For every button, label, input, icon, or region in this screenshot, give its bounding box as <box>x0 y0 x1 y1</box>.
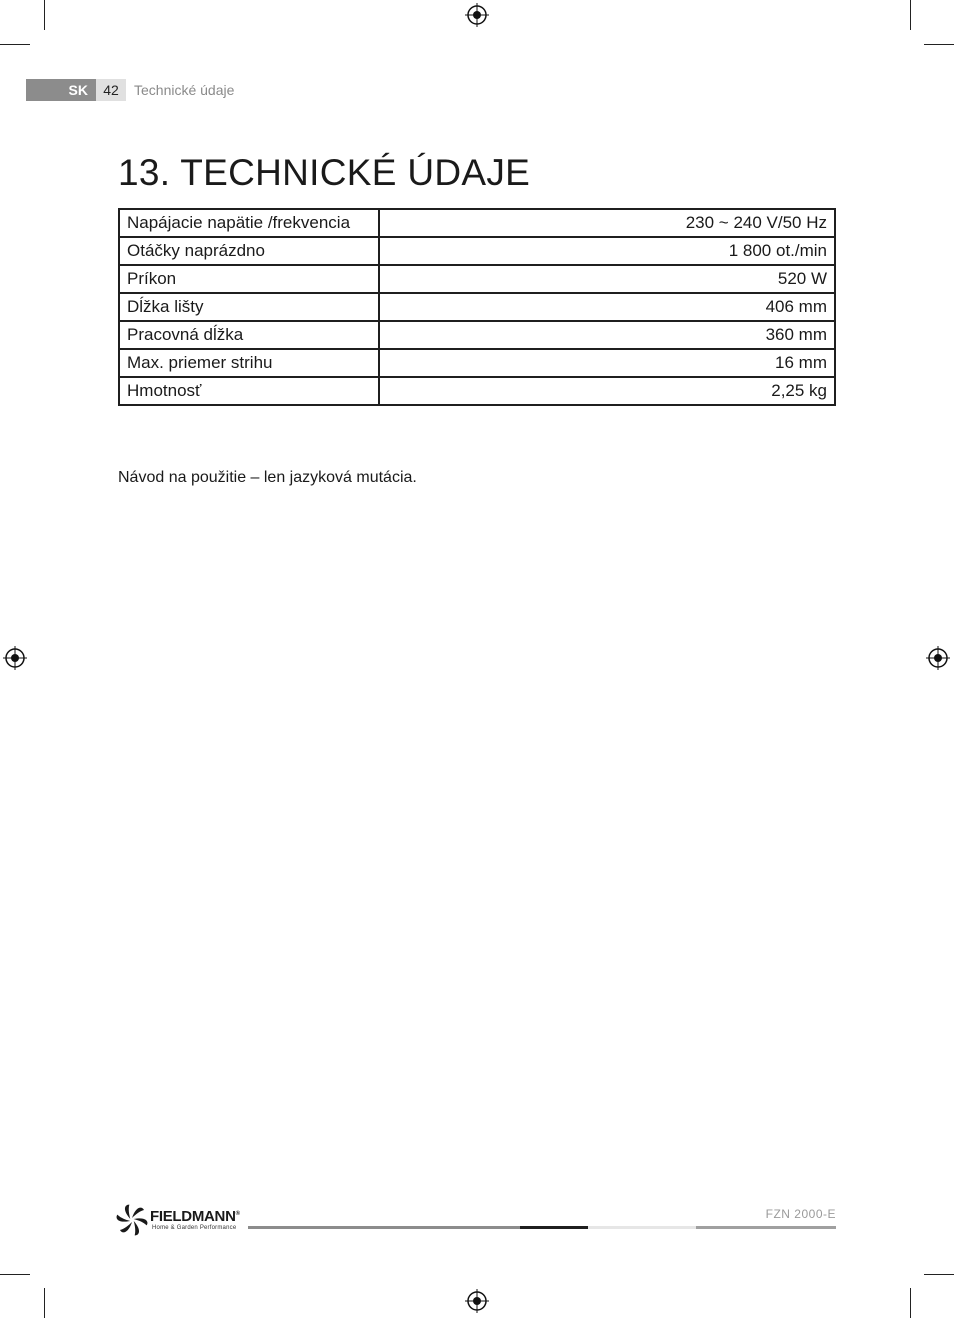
spec-label: Otáčky naprázdno <box>119 237 379 265</box>
spec-label: Pracovná dĺžka <box>119 321 379 349</box>
spec-label: Hmotnosť <box>119 377 379 405</box>
spec-label: Napájacie napätie /frekvencia <box>119 209 379 237</box>
registration-mark-icon <box>926 646 950 670</box>
model-number: FZN 2000-E <box>765 1207 836 1221</box>
spec-label: Dĺžka lišty <box>119 293 379 321</box>
spec-label: Príkon <box>119 265 379 293</box>
spec-value: 1 800 ot./min <box>379 237 835 265</box>
footer-rule <box>696 1226 836 1229</box>
page-number: 42 <box>96 79 126 101</box>
crop-mark <box>924 1274 954 1275</box>
footer-rule <box>588 1226 696 1229</box>
fieldmann-logo-icon <box>116 1204 148 1236</box>
language-note: Návod na použitie – len jazyková mutácia. <box>118 469 417 486</box>
page-title: 13. TECHNICKÉ ÚDAJE <box>118 152 531 193</box>
table-row <box>119 265 835 293</box>
spec-value: 360 mm <box>379 321 835 349</box>
table-row <box>119 293 835 321</box>
spec-value: 406 mm <box>379 293 835 321</box>
crop-mark <box>910 1288 911 1318</box>
crop-mark <box>0 44 30 45</box>
brand-tagline: Home & Garden Performance <box>152 1225 237 1231</box>
registration-mark-icon <box>465 1289 489 1313</box>
spec-label: Max. priemer strihu <box>119 349 379 377</box>
spec-value: 230 ~ 240 V/50 Hz <box>379 209 835 237</box>
table-row <box>119 321 835 349</box>
footer-rule <box>520 1226 588 1229</box>
footer-rule <box>248 1226 520 1229</box>
crop-mark <box>910 0 911 30</box>
crop-mark <box>44 1288 45 1318</box>
table-row <box>119 237 835 265</box>
crop-mark <box>924 44 954 45</box>
crop-mark <box>0 1274 30 1275</box>
spec-value: 16 mm <box>379 349 835 377</box>
table-row <box>119 377 835 405</box>
crop-mark <box>44 0 45 30</box>
spec-value: 520 W <box>379 265 835 293</box>
language-tab: SK <box>26 79 96 101</box>
registration-mark-icon <box>465 3 489 27</box>
spec-value: 2,25 kg <box>379 377 835 405</box>
table-row <box>119 349 835 377</box>
section-label: Technické údaje <box>134 82 235 98</box>
table-row <box>119 209 835 237</box>
specs-table <box>118 208 836 406</box>
brand-name: FIELDMANN® <box>150 1208 240 1225</box>
registration-mark-icon <box>3 646 27 670</box>
